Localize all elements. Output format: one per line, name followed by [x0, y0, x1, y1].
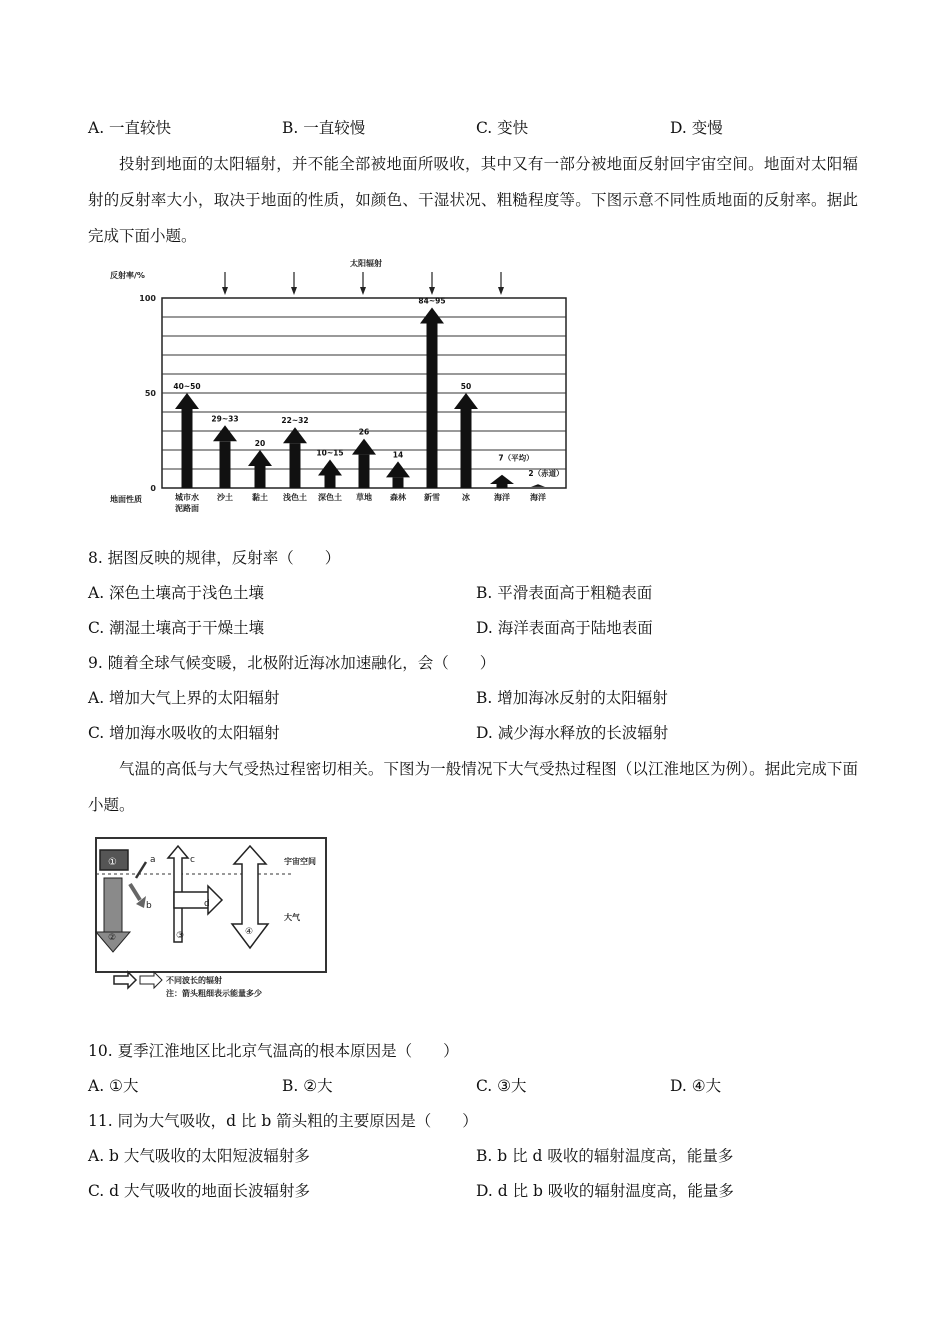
q11-option-b: B. b 比 d 吸收的辐射温度高，能量多 [476, 1147, 734, 1165]
mark-c: c [190, 855, 195, 865]
q8-option-d: D. 海洋表面高于陆地表面 [476, 619, 653, 637]
diagram-legend [114, 972, 262, 998]
q8-option-c: C. 潮湿土壤高于干燥土壤 [88, 619, 265, 637]
bar-1 [220, 441, 231, 488]
q7-option-c: C. 变快 [476, 119, 529, 137]
bar-head-10 [531, 484, 545, 487]
bar-value-label-9: 7（平均） [498, 453, 534, 463]
bar-value-label-7: 84~95 [418, 296, 446, 306]
bar-value-label-10: 2（赤道） [528, 469, 564, 479]
y-axis-label: 反射率/% [110, 271, 145, 280]
q10-option-a: A. ①大 [88, 1077, 139, 1095]
bar-4 [325, 476, 336, 489]
bar-head-9 [490, 475, 514, 484]
q9-option-a: A. 增加大气上界的太阳辐射 [88, 689, 280, 707]
q11-option-c: C. d 大气吸收的地面长波辐射多 [88, 1182, 311, 1200]
space-label: 宇宙空间 [284, 857, 316, 866]
bar-9 [497, 484, 508, 488]
mark-b: b [146, 901, 152, 911]
bar-value-label-1: 29~33 [211, 414, 239, 424]
mark-3: ③ [176, 931, 185, 941]
bar-5 [359, 455, 370, 488]
category-label-8: 冰 [462, 493, 470, 502]
bar-value-label-5: 26 [358, 427, 370, 437]
q10-option-b: B. ②大 [282, 1077, 333, 1095]
ground-radiation-arrow [168, 846, 222, 942]
bar-head-1 [213, 425, 237, 441]
reflected-absorbed-arrows [130, 855, 156, 911]
bar-value-label-8: 50 [460, 382, 472, 391]
q8-option-b: B. 平滑表面高于粗糙表面 [476, 584, 653, 602]
bar-3 [290, 443, 301, 488]
category-label-2: 黏土 [252, 493, 268, 502]
category-label-1: 沙土 [217, 493, 233, 502]
incoming-radiation-arrowhead [291, 287, 297, 295]
bar-7 [427, 324, 438, 489]
category-label-3: 浅色土 [283, 493, 307, 502]
q10-option-c: C. ③大 [476, 1077, 527, 1095]
q7-option-b: B. 一直较慢 [282, 119, 366, 137]
x-axis-label: 地面性质 [110, 495, 142, 504]
q11-stem: 11. 同为大气吸收，d 比 b 箭头粗的主要原因是（ ） [88, 1112, 478, 1130]
category-label-0: 泥路面 [175, 504, 199, 513]
mark-2: ② [108, 933, 117, 943]
bar-head-4 [318, 460, 342, 476]
passage-heating: 气温的高低与大气受热过程密切相关。下图为一般情况下大气受热过程图（以江淮地区为例）。据此完成下面小题。 [88, 760, 858, 814]
category-label-4: 深色土 [318, 493, 342, 502]
bar-8 [461, 409, 472, 488]
mark-1: ① [108, 857, 117, 868]
bar-value-label-2: 20 [254, 439, 266, 448]
category-label-6: 森林 [390, 493, 406, 502]
category-label-0: 城市水 [175, 493, 199, 502]
atmospheric-counter-radiation-arrow [232, 846, 268, 948]
incoming-radiation-arrowhead [360, 287, 366, 295]
bar-head-0 [175, 393, 199, 409]
bar-head-3 [283, 427, 307, 443]
incoming-radiation-arrowhead [498, 287, 504, 295]
bar-0 [182, 409, 193, 488]
bar-2 [255, 466, 266, 488]
solar-radiation-arrow [96, 850, 130, 952]
mark-4: ④ [245, 927, 254, 937]
category-label-7: 新雪 [424, 493, 440, 502]
q8-stem: 8. 据图反映的规律，反射率（ ） [88, 549, 341, 567]
q11-option-a: A. b 大气吸收的太阳短波辐射多 [88, 1147, 310, 1165]
chart-title: 太阳辐射 [350, 259, 382, 268]
bar-head-7 [420, 308, 444, 324]
q8-option-a: A. 深色土壤高于浅色土壤 [88, 584, 265, 602]
incoming-radiation-arrowhead [222, 287, 228, 295]
incoming-radiation-arrowhead [429, 287, 435, 295]
bar-head-5 [352, 439, 376, 455]
q9-stem: 9. 随着全球气候变暖，北极附近海冰加速融化，会（ ） [88, 654, 496, 672]
category-label-10: 海洋 [530, 493, 546, 502]
bar-value-label-0: 40~50 [173, 382, 201, 391]
category-label-9: 海洋 [494, 493, 510, 502]
q10-option-d: D. ④大 [670, 1077, 722, 1095]
bar-head-8 [454, 393, 478, 409]
bar-value-label-3: 22~32 [281, 416, 309, 426]
y-tick-label: 100 [139, 294, 156, 303]
q9-option-d: D. 减少海水释放的长波辐射 [476, 724, 669, 742]
mark-d: d [204, 899, 210, 909]
q9-option-c: C. 增加海水吸收的太阳辐射 [88, 724, 280, 742]
y-tick-label: 0 [150, 484, 156, 493]
category-label-5: 草地 [356, 493, 372, 502]
q10-stem: 10. 夏季江淮地区比北京气温高的根本原因是（ ） [88, 1042, 459, 1060]
bar-value-label-4: 10~15 [316, 448, 344, 458]
reflectance-chart [108, 256, 588, 518]
legend-note: 注：箭头粗细表示能量多少 [166, 989, 262, 998]
q9-option-b: B. 增加海冰反射的太阳辐射 [476, 689, 668, 707]
q11-option-d: D. d 比 b 吸收的辐射温度高，能量多 [476, 1182, 734, 1200]
bar-6 [393, 477, 404, 488]
atmosphere-label: 大气 [284, 913, 300, 922]
bar-value-label-6: 14 [392, 450, 404, 460]
q7-option-d: D. 变慢 [670, 119, 723, 137]
passage-reflectance: 投射到地面的太阳辐射，并不能全部被地面所吸收，其中又有一部分被地面反射回宇宙空间。地面对太阳辐射的反射率大小，取决于地面的性质，如颜色、干湿状况、粗糙程度等。下图示意不同性质地面的反射率。据此完成下面小题。 [88, 155, 858, 245]
bar-head-2 [248, 450, 272, 466]
mark-a: a [150, 855, 156, 865]
heating-diagram [92, 834, 332, 1004]
legend-text: 不同波长的辐射 [166, 976, 222, 985]
q7-option-a: A. 一直较快 [88, 119, 172, 137]
y-tick-label: 50 [144, 389, 156, 398]
